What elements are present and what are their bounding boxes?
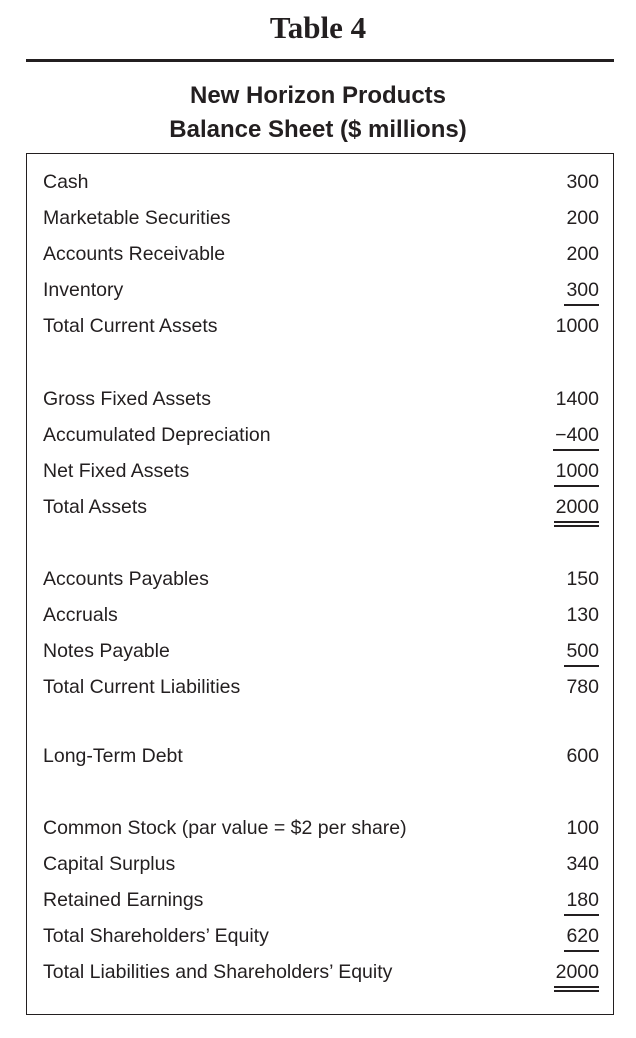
- row-value: −400: [555, 417, 599, 453]
- row-value: 1000: [556, 453, 599, 489]
- row-label: Long-Term Debt: [43, 745, 183, 767]
- row-value: 2000: [556, 954, 599, 990]
- row-value: 150: [566, 568, 599, 590]
- table-row-notes-payable: [27, 633, 613, 669]
- row-value: 340: [566, 853, 599, 875]
- table-row-accumulated-depreciation: [27, 417, 613, 453]
- row-value: 620: [566, 918, 599, 954]
- row-value: 300: [566, 272, 599, 308]
- row-value: 2000: [556, 489, 599, 525]
- table-row-long-term-debt: [27, 738, 613, 774]
- table-row-retained-earnings: [27, 882, 613, 918]
- row-value: 130: [566, 604, 599, 626]
- statement-title: Balance Sheet ($ millions): [169, 116, 467, 143]
- table-row-cash: [27, 164, 613, 200]
- table-row-accruals: [27, 597, 613, 633]
- row-value: 300: [566, 171, 599, 193]
- row-value: 1400: [555, 388, 599, 410]
- row-value: 200: [566, 243, 599, 265]
- row-label: Inventory: [43, 279, 124, 301]
- row-value: 500: [566, 633, 599, 669]
- row-value: 100: [566, 817, 599, 839]
- row-label: Net Fixed Assets: [43, 460, 190, 482]
- row-value: 780: [566, 676, 599, 698]
- table-row-gross-fixed-assets: [27, 381, 613, 417]
- row-label: Total Assets: [43, 496, 148, 518]
- row-value: 180: [566, 882, 599, 918]
- row-label: Total Shareholders’ Equity: [43, 925, 269, 947]
- row-label: Accruals: [43, 604, 118, 626]
- table-row-total-assets: [27, 489, 613, 525]
- table-row-accounts-payables: [27, 561, 613, 597]
- row-label: Capital Surplus: [43, 853, 176, 875]
- table-row-total-current-assets: [27, 308, 613, 344]
- row-label: Total Liabilities and Shareholders’ Equity: [43, 961, 393, 983]
- table-row-common-stock: [27, 810, 613, 846]
- table-row-total-current-liabilities: [27, 669, 613, 705]
- table-number: Table 4: [269, 10, 367, 45]
- row-label: Total Current Liabilities: [43, 676, 241, 698]
- row-value: 600: [566, 745, 599, 767]
- row-label: Marketable Securities: [43, 207, 231, 229]
- table-row-capital-surplus: [27, 846, 613, 882]
- table-row-total-liabilities-and-equity: [27, 954, 613, 990]
- row-label: Notes Payable: [43, 640, 170, 662]
- balance-sheet-table: [26, 153, 614, 1015]
- row-label: Common Stock (par value = $2 per share): [43, 817, 407, 839]
- row-value: 200: [566, 207, 599, 229]
- company-name: New Horizon Products: [189, 82, 447, 109]
- row-label: Retained Earnings: [43, 889, 204, 911]
- table-row-accounts-receivable: [27, 236, 613, 272]
- table-row-net-fixed-assets: [27, 453, 613, 489]
- row-value: 1000: [555, 315, 599, 337]
- row-label: Accumulated Depreciation: [43, 424, 271, 446]
- row-label: Accounts Receivable: [43, 243, 226, 265]
- row-label: Total Current Assets: [43, 315, 218, 337]
- table-row-inventory: [27, 272, 613, 308]
- table-row-marketable-securities: [27, 200, 613, 236]
- table-row-total-shareholders-equity: [27, 918, 613, 954]
- row-label: Accounts Payables: [43, 568, 209, 590]
- top-rule-divider: [26, 59, 614, 62]
- row-label: Gross Fixed Assets: [43, 388, 211, 410]
- row-label: Cash: [43, 171, 89, 193]
